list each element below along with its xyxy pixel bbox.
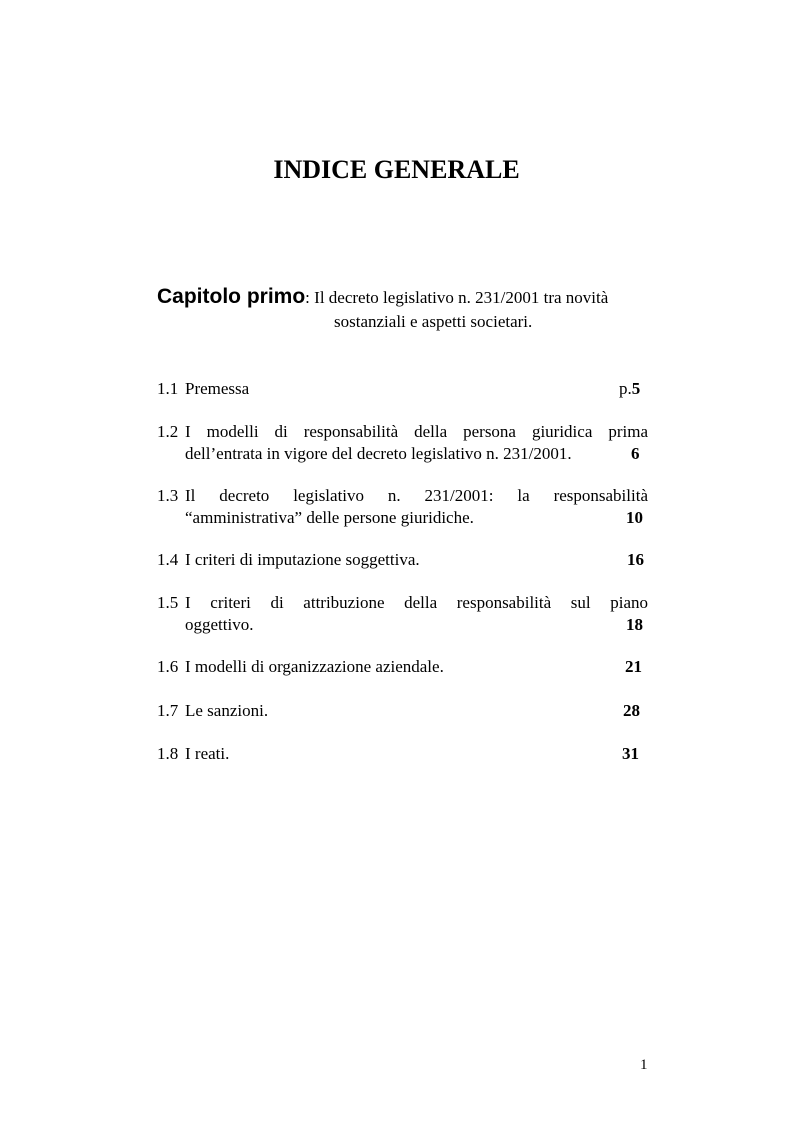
toc-entry-page	[622, 743, 639, 765]
toc-entry-title: I modelli di organizzazione aziendale.	[185, 657, 444, 676]
toc-page-number: 5	[631, 379, 641, 398]
toc-entry-title-line2: oggettivo.	[185, 615, 254, 634]
toc-entry-title: I criteri di imputazione soggettiva.	[185, 550, 420, 569]
toc-entry-page	[626, 507, 643, 529]
toc-entry-number: 1.3	[157, 486, 179, 505]
toc-entry-number: 1.1	[157, 379, 179, 398]
toc-page-number: 6	[631, 444, 640, 463]
chapter-subtitle-line1: Il decreto legislativo n. 231/2001 tra novità	[309, 288, 609, 307]
toc-entry-1-2[interactable]	[157, 421, 648, 465]
page-number: 1	[640, 1057, 648, 1073]
chapter-name: Capitolo primo	[157, 285, 306, 308]
toc-entry-number: 1.6	[157, 657, 179, 676]
toc-entry-title: Le sanzioni.	[185, 701, 269, 720]
toc-entry-title-line1: Il decreto legislativo n. 231/2001: la responsabilità	[185, 486, 648, 505]
toc-entry-number: 1.4	[157, 550, 179, 569]
chapter-heading	[157, 285, 648, 334]
toc-page-number: 21	[625, 657, 642, 676]
toc-entry-title: I reati.	[185, 744, 230, 763]
toc-entry-page	[623, 700, 640, 722]
toc-entry-1-4[interactable]	[157, 549, 648, 571]
toc-entry-page	[631, 443, 640, 465]
page-title: INDICE GENERALE	[273, 155, 520, 184]
toc-entry-1-3[interactable]	[157, 485, 648, 529]
toc-entry-number: 1.7	[157, 701, 179, 720]
toc-entry-title: Premessa	[185, 379, 250, 398]
toc-page-number: 31	[622, 744, 639, 763]
toc-page-number: 16	[627, 550, 644, 569]
toc-entry-title-line2: “amministrativa” delle persone giuridiche.	[185, 508, 474, 527]
toc-entry-1-8[interactable]	[157, 743, 648, 765]
toc-entry-number: 1.5	[157, 593, 179, 612]
toc-entry-1-7[interactable]	[157, 700, 648, 722]
chapter-subtitle-line2: sostanziali e aspetti societari.	[334, 312, 533, 331]
toc-page-number: 28	[623, 701, 640, 720]
toc-page-number: 18	[626, 615, 643, 634]
chapter-colon: :	[305, 288, 310, 307]
toc-entry-number: 1.8	[157, 744, 179, 763]
toc-entry-page	[619, 378, 640, 400]
toc-entry-title-line1: I criteri di attribuzione della responsabilità sul piano	[185, 593, 648, 612]
toc-page-number: 10	[626, 508, 643, 527]
toc-entry-title-line2: dell’entrata in vigore del decreto legislativo n. 231/2001.	[185, 444, 572, 463]
toc-entry-1-1[interactable]	[157, 378, 648, 400]
toc-entry-1-5[interactable]	[157, 592, 648, 636]
toc-entry-page	[625, 656, 642, 678]
toc-entry-title-line1: I modelli di responsabilità della persona giuridica prima	[185, 422, 648, 441]
toc-entry-number: 1.2	[157, 422, 179, 441]
toc-page-prefix: p.	[619, 379, 632, 398]
toc-entry-1-6[interactable]	[157, 656, 648, 678]
toc-entry-page	[626, 614, 643, 636]
toc-entry-page	[627, 549, 644, 571]
